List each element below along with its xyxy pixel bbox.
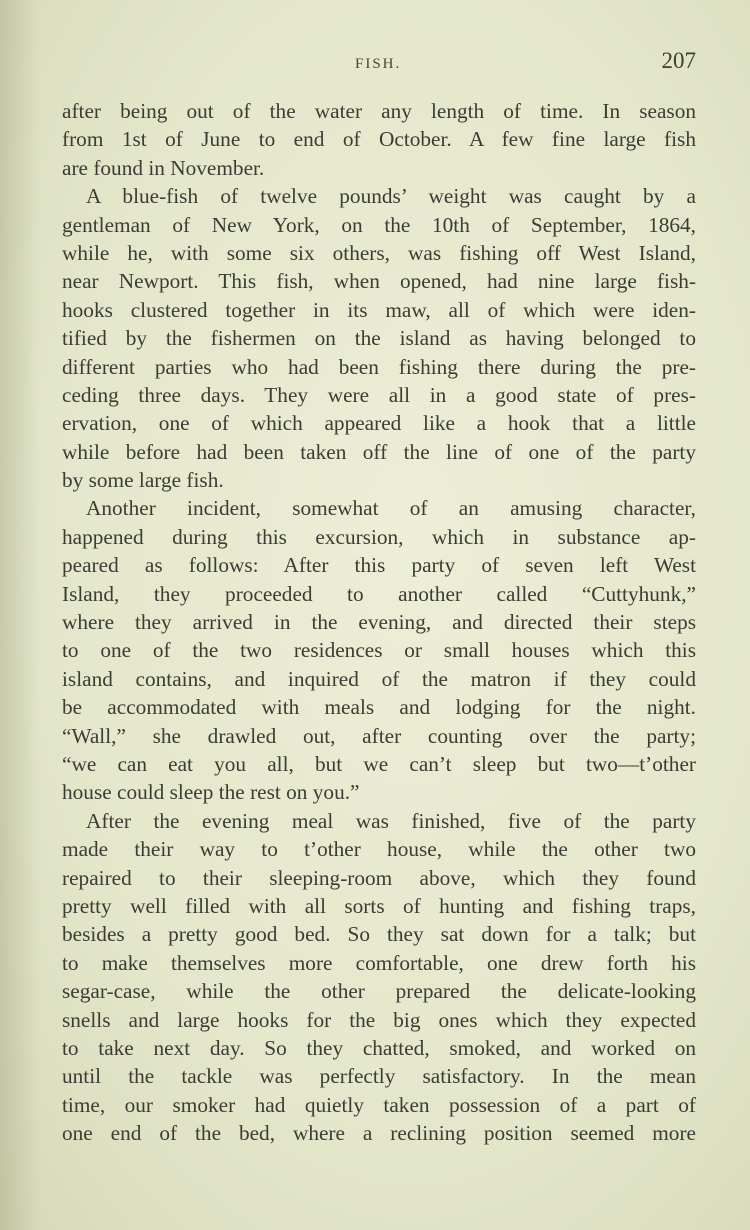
text-line: near Newport. This fish, when opened, had nine large fish-: [62, 269, 696, 294]
text-line: ervation, one of which appeared like a hook that a little: [62, 411, 696, 436]
gutter-shadow: [0, 0, 40, 1230]
text-line: Island, they proceeded to another called “Cuttyhunk,”: [62, 581, 696, 606]
page-number: 207: [661, 48, 696, 73]
text-line: repaired to their sleeping-room above, which they found: [62, 865, 696, 890]
page-header: [60, 48, 696, 78]
text-line: peared as follows: After this party of seven left West: [62, 553, 696, 578]
text-line: by some large fish.: [62, 468, 224, 493]
text-line: snells and large hooks for the big ones which they expected: [62, 1007, 696, 1032]
text-line: After the evening meal was finished, five of the party: [86, 808, 696, 833]
text-line: gentleman of New York, on the 10th of September, 1864,: [62, 212, 696, 237]
text-line: different parties who had been fishing there during the pre-: [62, 354, 696, 379]
body-text: [62, 97, 696, 1147]
text-line: “Wall,” she drawled out, after counting over the party;: [62, 723, 696, 748]
text-line: ceding three days. They were all in a good state of pres-: [62, 382, 696, 407]
text-line: tified by the fishermen on the island as having belonged to: [62, 326, 696, 351]
text-line: time, our smoker had quietly taken possession of a part of: [62, 1092, 696, 1117]
text-line: segar-case, while the other prepared the delicate-looking: [62, 979, 696, 1004]
text-line: one end of the bed, where a reclining position seemed more: [62, 1121, 696, 1146]
text-line: made their way to t’other house, while the other two: [62, 837, 696, 862]
text-line: pretty well filled with all sorts of hunting and fishing traps,: [62, 893, 696, 918]
text-line: happened during this excursion, which in substance ap-: [62, 524, 696, 549]
text-line: island contains, and inquired of the matron if they could: [62, 666, 696, 691]
text-line: besides a pretty good bed. So they sat down for a talk; but: [62, 922, 696, 947]
text-line: where they arrived in the evening, and directed their steps: [62, 610, 696, 635]
text-line: to one of the two residences or small houses which this: [62, 638, 696, 663]
text-line: until the tackle was perfectly satisfactory. In the mean: [62, 1064, 696, 1089]
text-line: house could sleep the rest on you.”: [62, 780, 360, 805]
text-line: Another incident, somewhat of an amusing character,: [86, 496, 696, 521]
running-head: FISH.: [355, 56, 402, 72]
text-line: while he, with some six others, was fishing off West Island,: [62, 240, 696, 265]
text-line: hooks clustered together in its maw, all of which were iden-: [62, 297, 696, 322]
text-line: A blue-fish of twelve pounds’ weight was caught by a: [86, 184, 696, 209]
text-line: “we can eat you all, but we can’t sleep but two—t’other: [62, 751, 696, 776]
text-line: are found in November.: [62, 155, 265, 180]
text-line: be accommodated with meals and lodging for the night.: [62, 695, 696, 720]
text-line: while before had been taken off the line of one of the party: [62, 439, 696, 464]
text-line: to make themselves more comfortable, one drew forth his: [62, 950, 696, 975]
text-line: after being out of the water any length of time. In season: [62, 99, 696, 123]
text-line: from 1st of June to end of October. A few fine large fish: [62, 127, 696, 152]
text-line: to take next day. So they chatted, smoked, and worked on: [62, 1035, 696, 1060]
